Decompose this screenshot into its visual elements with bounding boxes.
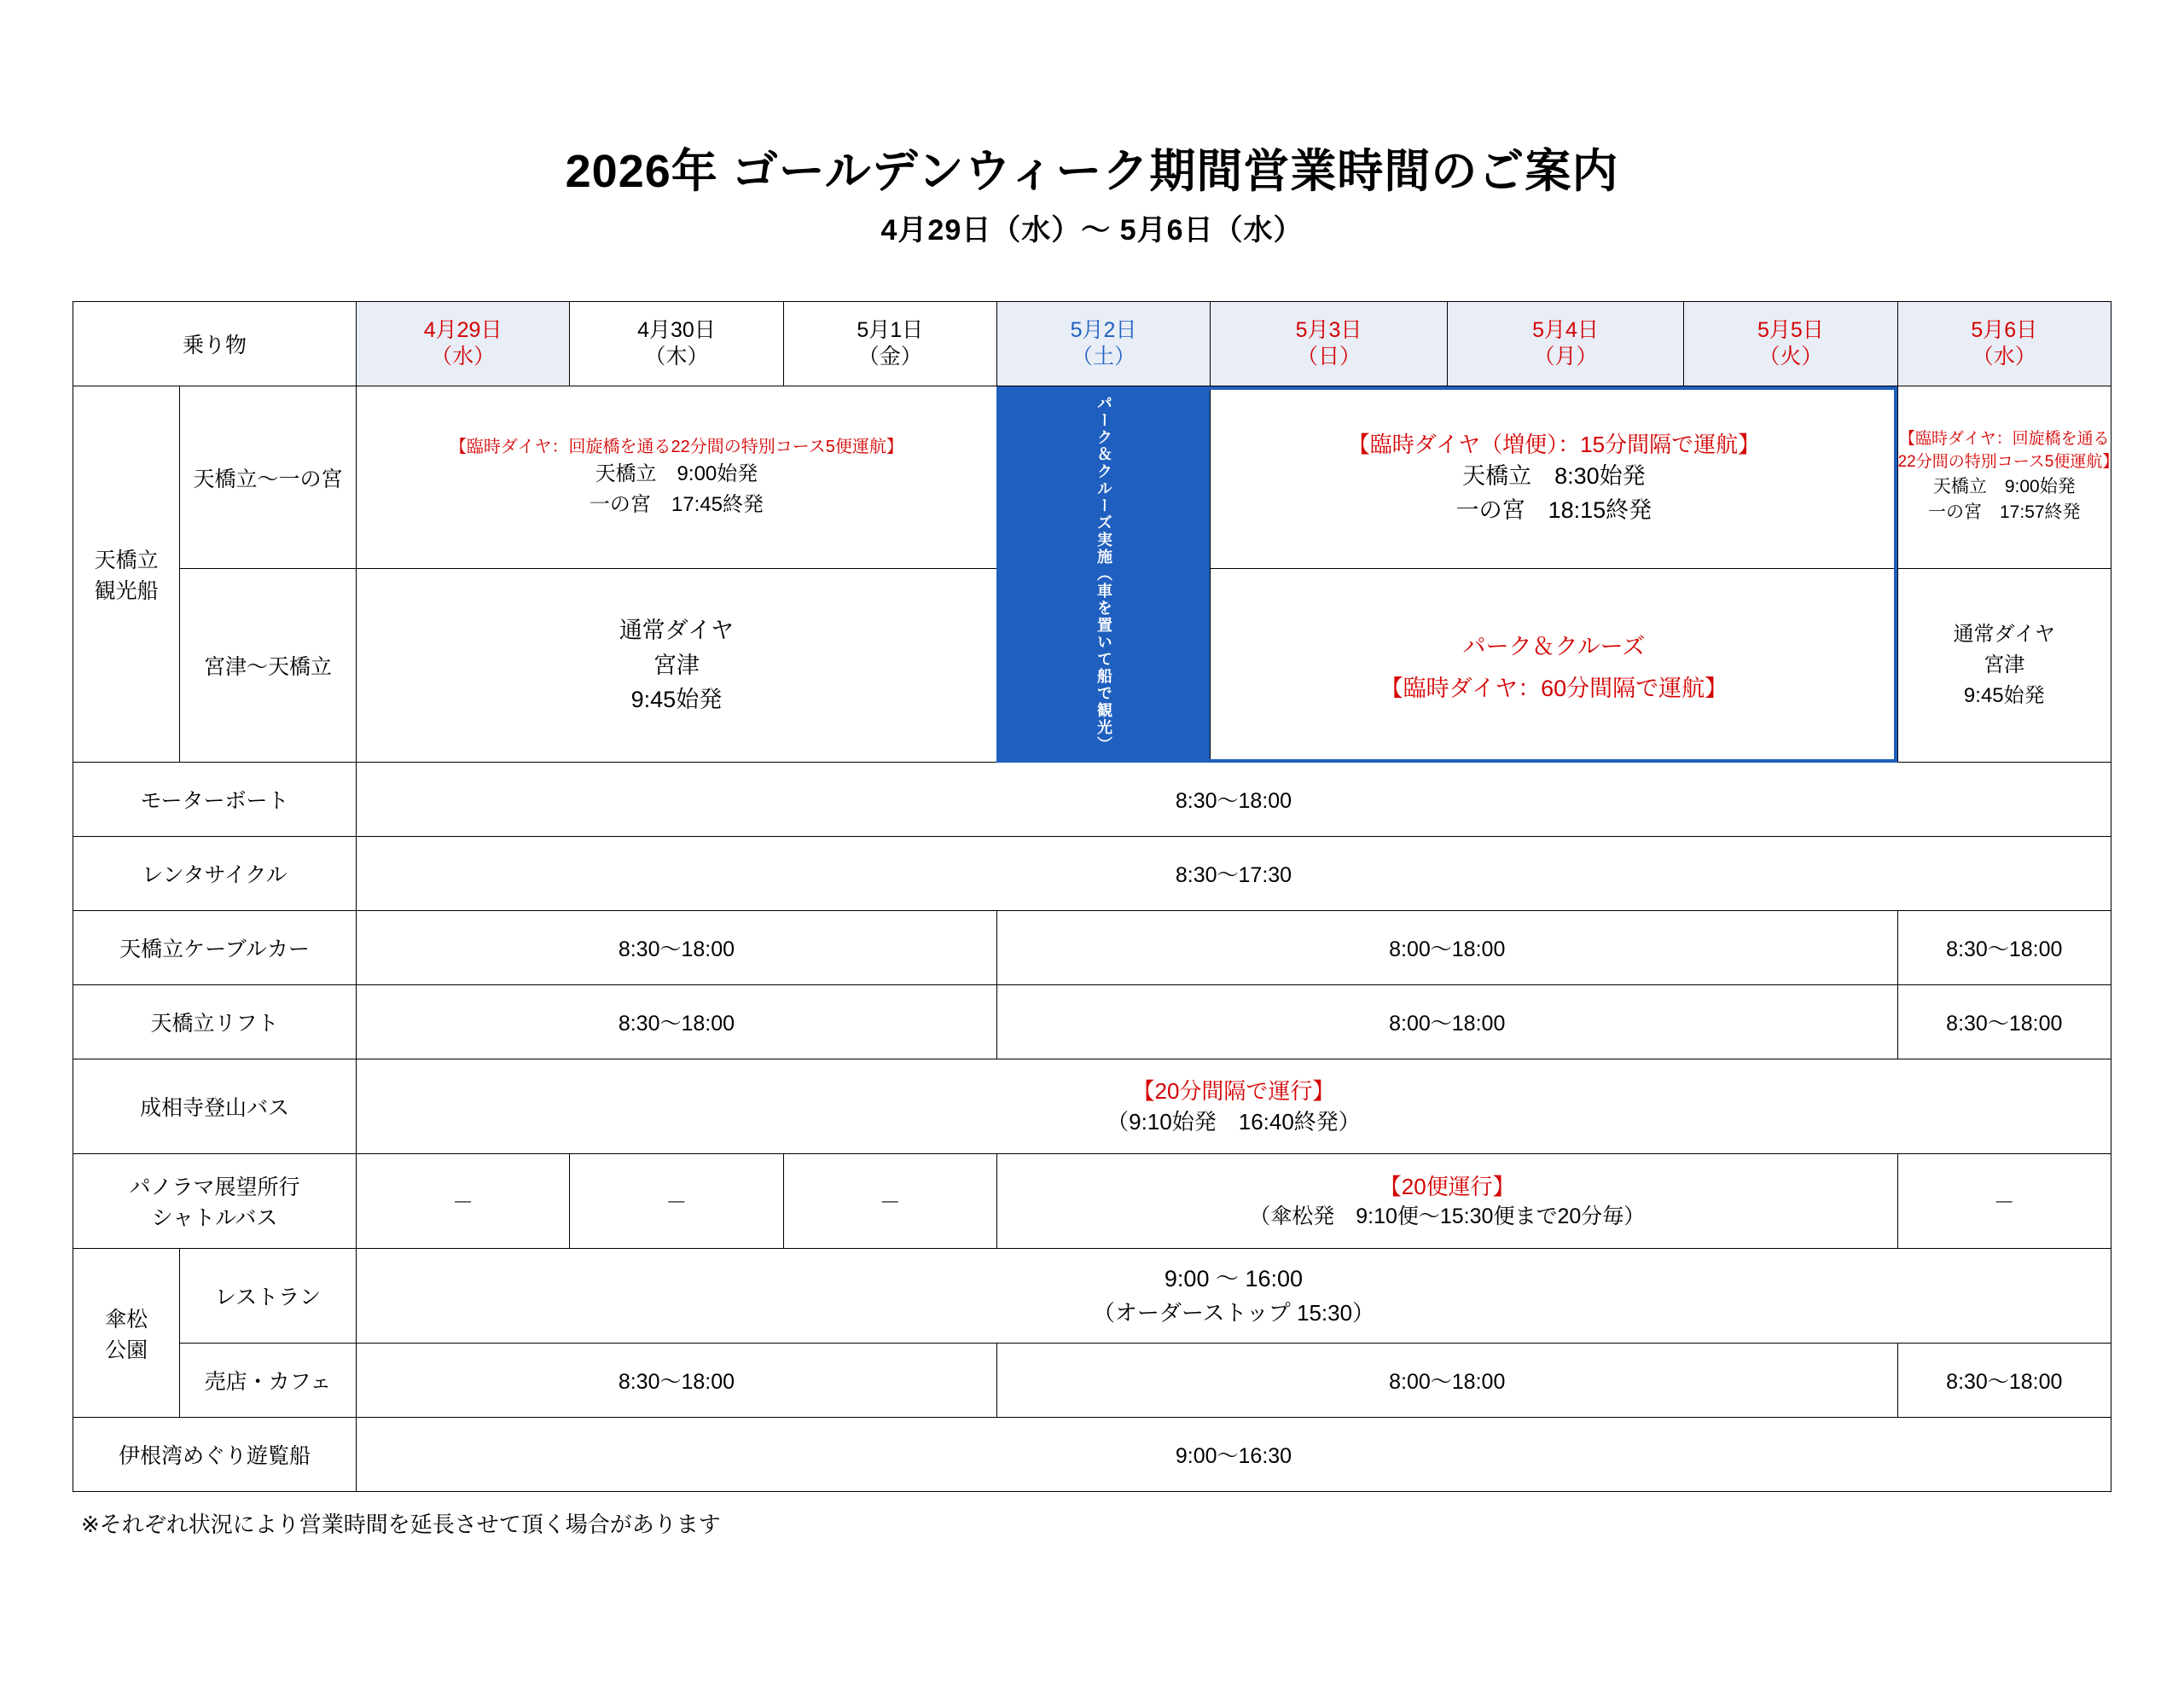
header-date-1-day: 4月30日	[637, 317, 716, 342]
cell-ship-route2-last	[1897, 568, 2111, 762]
cell-inewan-hours: 9:00〜16:30	[356, 1418, 2111, 1492]
header-date-7-day: 5月6日	[1971, 317, 2038, 342]
cell-restaurant-hours	[356, 1249, 2111, 1344]
row-lift	[73, 985, 2111, 1059]
nariaiji-bus-line1: 【20分間隔で運行】	[1132, 1078, 1335, 1105]
schedule-table-area	[73, 301, 2119, 1492]
row-label-inewan-cruise: 伊根湾めぐり遊覧船	[73, 1418, 357, 1492]
row-shop-cafe	[73, 1344, 2111, 1418]
ship-route1-last-note: 【臨時ダイヤ：回旋橋を通る22分間の特別コース5便運航】	[1897, 430, 2119, 472]
cell-panorama-0429: －	[356, 1154, 569, 1249]
restaurant-line1: 9:00 〜 16:00	[1164, 1266, 1304, 1292]
header-date-4-day: 5月3日	[1295, 317, 1362, 342]
ship-route2-early-line3: 9:45始発	[630, 687, 723, 713]
page-root	[0, 145, 2184, 1689]
row-motorboat	[73, 763, 2111, 837]
row-label-rentacycle: レンタサイクル	[73, 837, 357, 911]
cell-lift-mid: 8:00〜18:00	[996, 985, 1897, 1059]
cell-motorboat-hours: 8:30〜18:00	[356, 763, 2111, 837]
header-date-5-weekday: （月）	[1533, 345, 1598, 369]
cell-rentacycle-hours: 8:30〜17:30	[356, 837, 2111, 911]
row-rentacycle	[73, 837, 2111, 911]
ship-route1-early-line1: 天橋立 9:00始発	[595, 461, 758, 485]
park-cruise-vertical-text: パーク＆クルーズ実施（車を置いて船で観光）	[1091, 386, 1116, 762]
header-date-7-weekday: （水）	[1972, 345, 2036, 369]
row-label-ship-route2: 宮津〜天橋立	[180, 568, 357, 762]
header-date-7	[1897, 302, 2111, 386]
ship-route1-mid-note: 【臨時ダイヤ（増便）：15分間隔で運航】	[1347, 431, 1761, 457]
ship-route1-last-line2: 一の宮 17:57終発	[1928, 502, 2081, 523]
header-date-1-weekday: （木）	[644, 345, 709, 369]
header-date-3-day: 5月2日	[1070, 317, 1137, 342]
cell-cablecar-early: 8:30〜18:00	[356, 911, 996, 985]
cell-ship-route2-early	[356, 568, 996, 762]
cell-ship-route2-mid	[1211, 568, 1897, 762]
ship-route2-last-line1: 通常ダイヤ	[1953, 623, 2056, 647]
page-title: 2026年 ゴールデンウィーク期間営業時間のご案内	[565, 146, 1619, 197]
row-label-nariaiji-bus: 成相寺登山バス	[73, 1059, 357, 1154]
panorama-shuttle-label-line1: パノラマ展望所行	[129, 1175, 300, 1200]
ship-group-label-line2: 観光船	[94, 579, 159, 604]
ship-route2-early-line2: 宮津	[653, 652, 700, 678]
header-date-6-weekday: （火）	[1758, 345, 1823, 369]
ship-route2-mid-line2: 【臨時ダイヤ：60分間隔で運航】	[1380, 676, 1728, 702]
ship-route1-early-line2: 一の宮 17:45終発	[589, 492, 764, 516]
row-ship-route1	[73, 386, 2111, 569]
ship-route1-last-line1: 天橋立 9:00始発	[1932, 476, 2076, 496]
header-date-2	[783, 302, 996, 386]
ship-group-label-line1: 天橋立	[94, 548, 159, 573]
header-date-0-day: 4月29日	[423, 317, 502, 342]
panorama-mid-line1: 【20便運行】	[1379, 1173, 1515, 1199]
ship-route2-last-line2: 宮津	[1984, 653, 2025, 677]
row-label-motorboat: モーターボート	[73, 763, 357, 837]
schedule-table	[73, 301, 2119, 1492]
restaurant-line2: （オーダーストップ 15:30）	[1092, 1299, 1375, 1326]
cell-panorama-0506: －	[1897, 1154, 2111, 1249]
header-date-3-weekday: （土）	[1072, 345, 1136, 369]
row-group-label-ship	[73, 386, 180, 763]
ship-route2-last-line3: 9:45始発	[1963, 684, 2045, 708]
cell-shop-last: 8:30〜18:00	[1897, 1344, 2111, 1418]
row-group-label-kasamatsu	[73, 1249, 180, 1418]
row-label-ship-route1: 天橋立〜一の宮	[180, 386, 357, 569]
cell-cablecar-last: 8:30〜18:00	[1897, 911, 2111, 985]
row-label-restaurant: レストラン	[180, 1249, 357, 1344]
row-cablecar	[73, 911, 2111, 985]
row-label-panorama-shuttle	[73, 1154, 357, 1249]
header-corner-label: 乗り物	[73, 302, 357, 386]
header-date-5	[1447, 302, 1684, 386]
header-date-2-weekday: （金）	[857, 345, 922, 369]
footnote: ※それぞれ状況により営業時間を延長させて頂く場合があります	[81, 1512, 721, 1538]
header-date-0	[356, 302, 569, 386]
kasamatsu-label-line2: 公園	[105, 1338, 148, 1362]
cell-ship-route1-last	[1897, 386, 2119, 569]
cell-ship-route1-early	[356, 386, 996, 569]
ship-route2-early-line1: 通常ダイヤ	[619, 618, 735, 644]
ship-route1-early-note: 【臨時ダイヤ：回旋橋を通る22分間の特別コース5便運航】	[449, 437, 903, 456]
header-date-6	[1684, 302, 1897, 386]
row-label-lift: 天橋立リフト	[73, 985, 357, 1059]
header-date-0-weekday: （水）	[431, 345, 496, 369]
cell-park-and-cruise-banner	[996, 386, 1210, 763]
cell-shop-early: 8:30〜18:00	[356, 1344, 996, 1418]
park-cruise-vertical-holder	[997, 386, 1210, 762]
panorama-shuttle-label-line2: シャトルバス	[151, 1206, 278, 1231]
nariaiji-bus-line2: （9:10始発 16:40終発）	[1107, 1109, 1361, 1135]
cell-lift-early: 8:30〜18:00	[356, 985, 996, 1059]
header-date-2-day: 5月1日	[857, 317, 924, 342]
ship-route2-mid-line1: パーク＆クルーズ	[1462, 634, 1646, 660]
header-date-6-day: 5月5日	[1757, 317, 1824, 342]
kasamatsu-label-line1: 傘松	[105, 1307, 148, 1332]
header-date-4-weekday: （日）	[1296, 345, 1361, 369]
page-subtitle: 4月29日（水）〜 5月6日（水）	[880, 214, 1304, 247]
header-date-3	[996, 302, 1210, 386]
cell-nariaiji-bus	[356, 1059, 2111, 1154]
row-restaurant	[73, 1249, 2111, 1344]
ship-route1-mid-line1: 天橋立 8:30始発	[1462, 462, 1646, 489]
cell-lift-last: 8:30〜18:00	[1897, 985, 2111, 1059]
cell-shop-mid: 8:00〜18:00	[996, 1344, 1897, 1418]
header-date-1	[570, 302, 783, 386]
title-block	[0, 145, 2184, 248]
header-date-4	[1211, 302, 1448, 386]
header-date-5-day: 5月4日	[1532, 317, 1599, 342]
row-inewan-cruise	[73, 1418, 2111, 1492]
row-panorama-shuttle	[73, 1154, 2111, 1249]
ship-route1-mid-line2: 一の宮 18:15終発	[1455, 497, 1653, 524]
panorama-mid-line2: （傘松発 9:10便〜15:30便まで20分毎）	[1249, 1204, 1646, 1228]
cell-panorama-mid	[996, 1154, 1897, 1249]
row-nariaiji-bus	[73, 1059, 2111, 1154]
row-label-shop-cafe: 売店・カフェ	[180, 1344, 357, 1418]
cell-ship-route1-mid	[1211, 386, 1897, 569]
row-label-cablecar: 天橋立ケーブルカー	[73, 911, 357, 985]
cell-panorama-0430: －	[570, 1154, 783, 1249]
cell-cablecar-mid: 8:00〜18:00	[996, 911, 1897, 985]
cell-panorama-0501: －	[783, 1154, 996, 1249]
table-header-row	[73, 302, 2111, 386]
